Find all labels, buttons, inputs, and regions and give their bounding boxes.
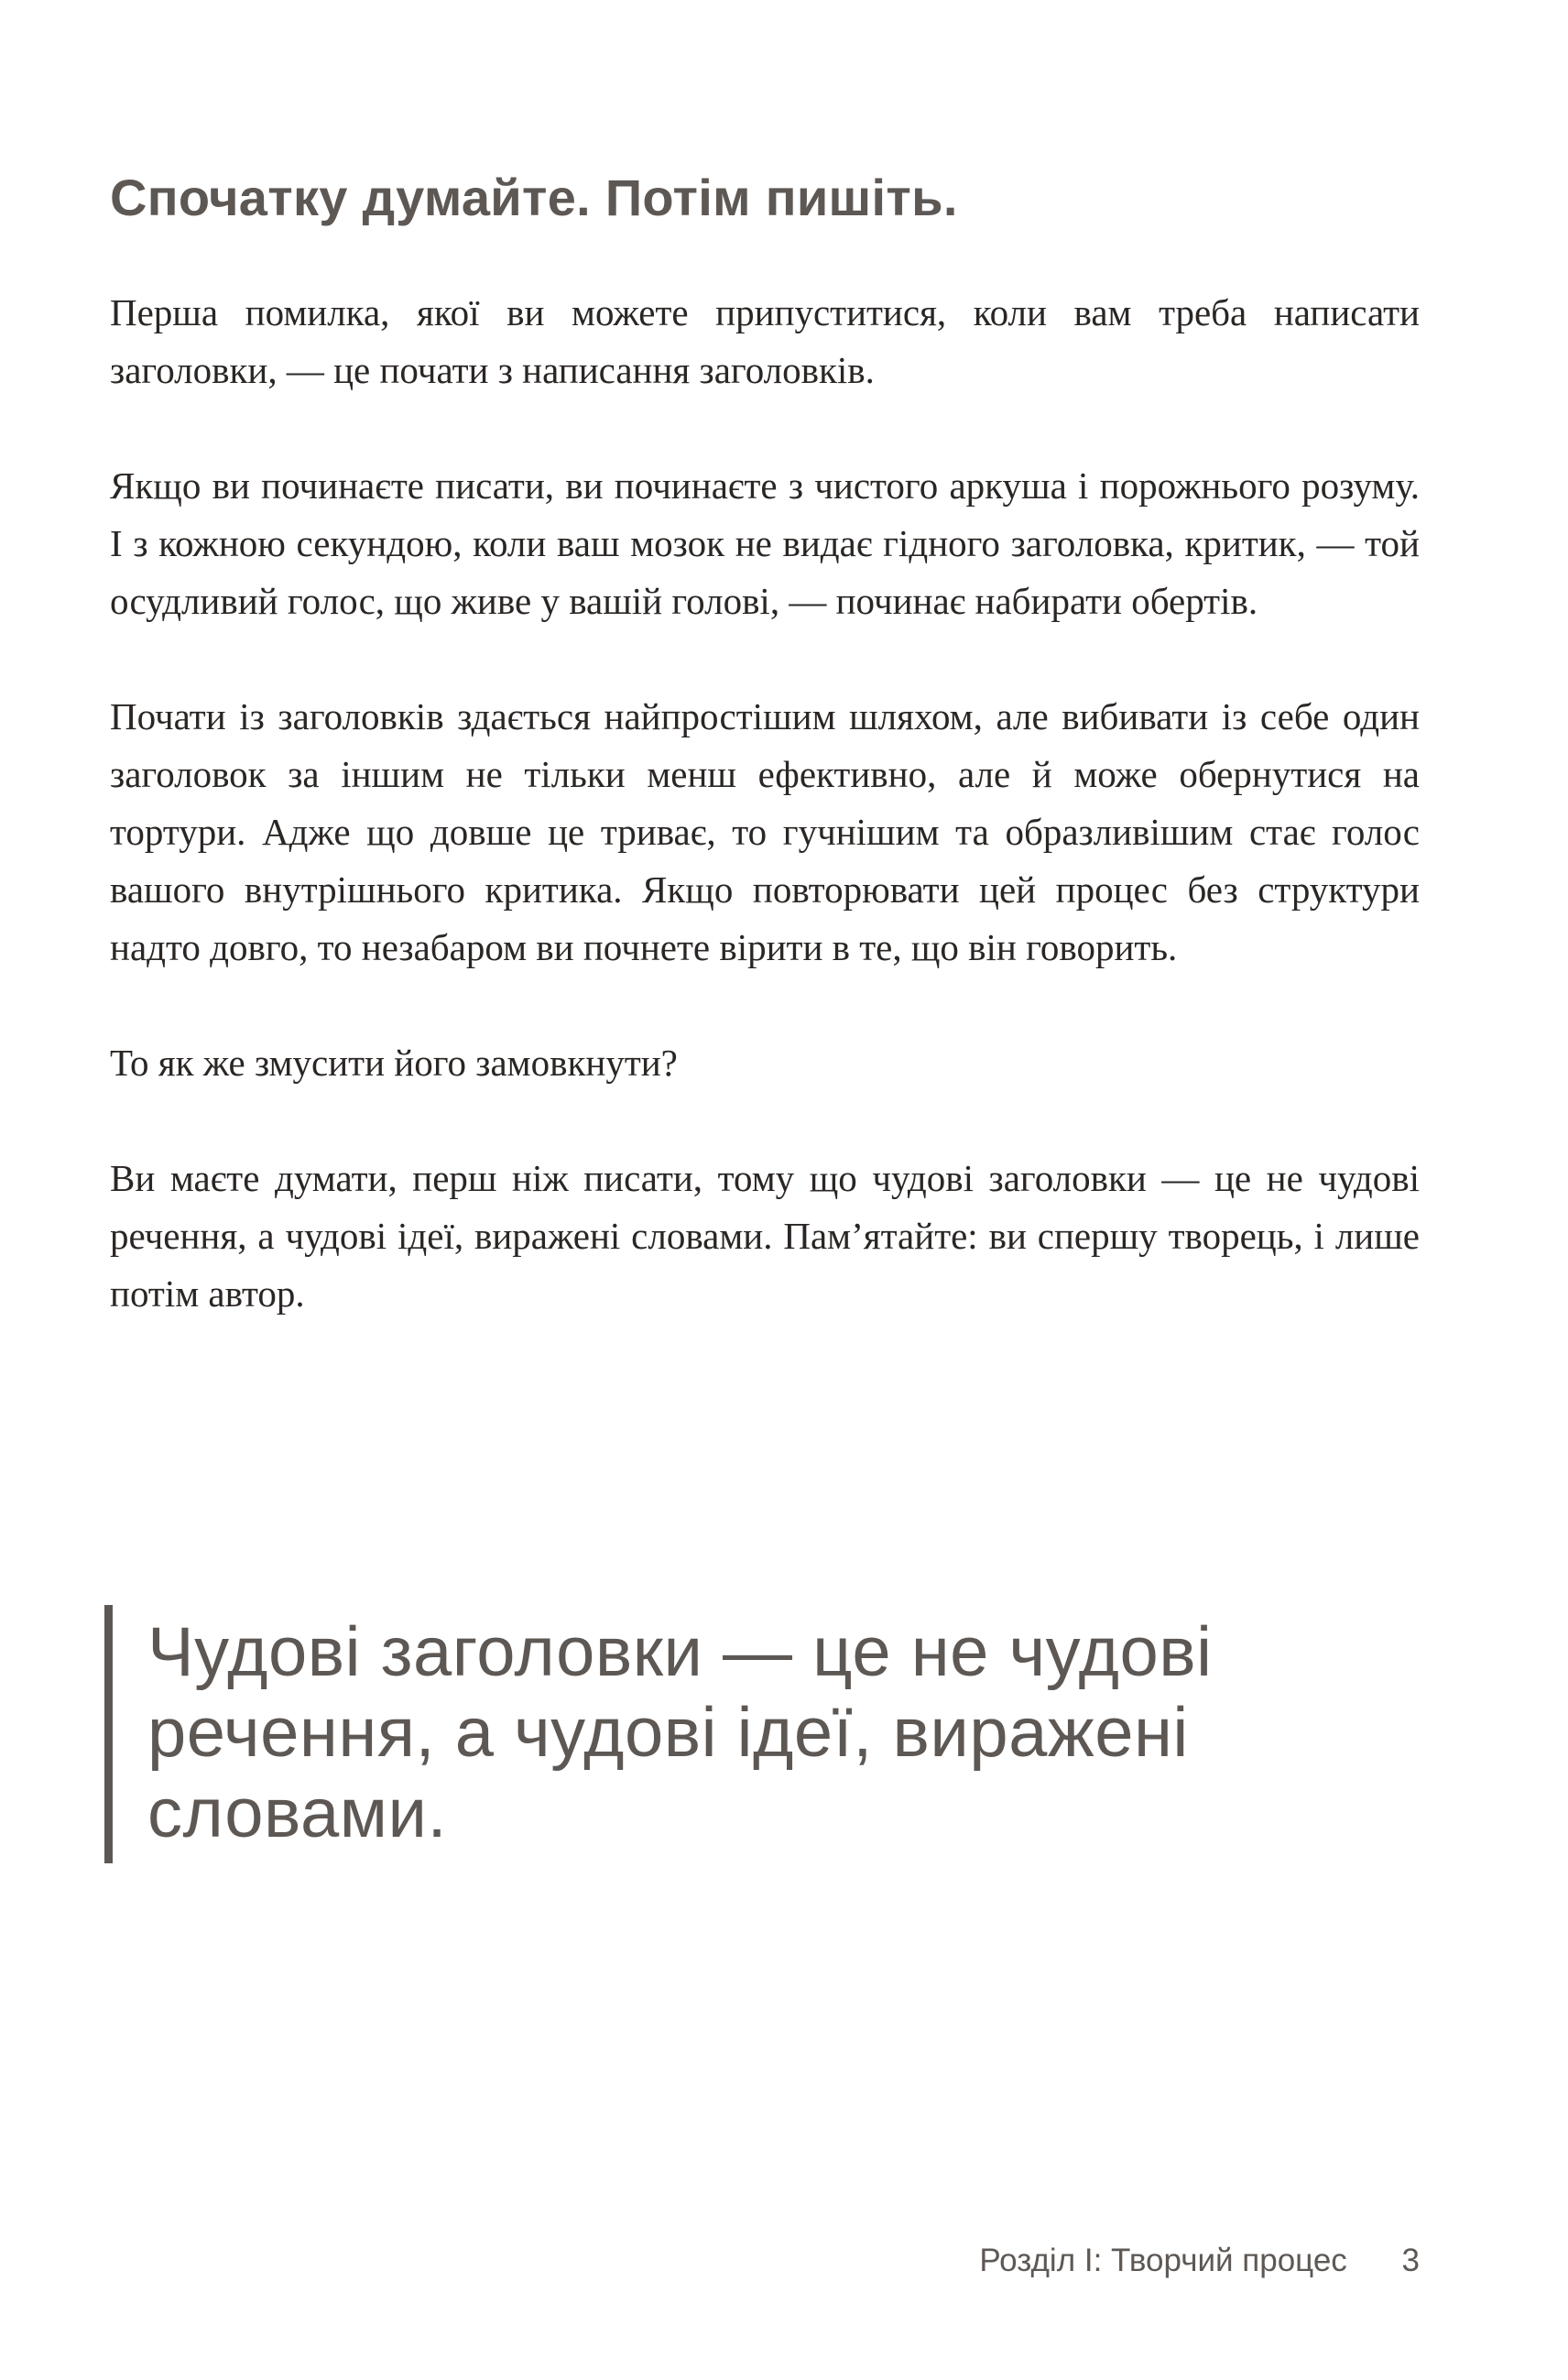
pull-quote xyxy=(104,1605,1423,1863)
page-footer xyxy=(979,2241,1420,2281)
page-number: 3 xyxy=(1401,2243,1420,2278)
paragraph-2: Якщо ви починаєте писати, ви починаєте з чистого аркуша і порожнього розуму. І з кожною секундою, коли ваш мозок не видає гідного заголовка, критик, — той осудливий голос, що живе у вашій голові, — починає набирати обертів. xyxy=(110,464,1420,622)
paragraph-5: Ви маєте думати, перш ніж писати, тому що чудові заголовки — це не чудові речення, а чудові ідеї, виражені словами. Пам’ятайте: ви спершу творець, і лише потім автор. xyxy=(110,1157,1420,1315)
paragraph-1: Перша помилка, якої ви можете припуститися, коли вам треба написати заголовки, — це почати з написання заголовків. xyxy=(110,291,1420,391)
page-content xyxy=(110,165,1420,1381)
chapter-title: Розділ I: Творчий процес xyxy=(979,2243,1347,2278)
section-heading: Спочатку думайте. Потім пишіть. xyxy=(110,169,958,226)
paragraph-3: Почати із заголовків здається найпростішим шляхом, але вибивати із себе один заголовок за іншим не тільки менш ефективно, але й може обернутися на тортури. Адже що довше це триває, то гучнішим та образливішим стає голос вашого внутрішнього критика. Якщо повторювати цей процес без структури надто довго, то незабаром ви почнете вірити в те, що він говорить. xyxy=(110,695,1420,968)
paragraph-4: То як же змусити його замовкнути? xyxy=(110,1042,678,1084)
pull-quote-text: Чудові заголовки — це не чудові речення, а чудові ідеї, виражені словами. xyxy=(147,1613,1213,1852)
